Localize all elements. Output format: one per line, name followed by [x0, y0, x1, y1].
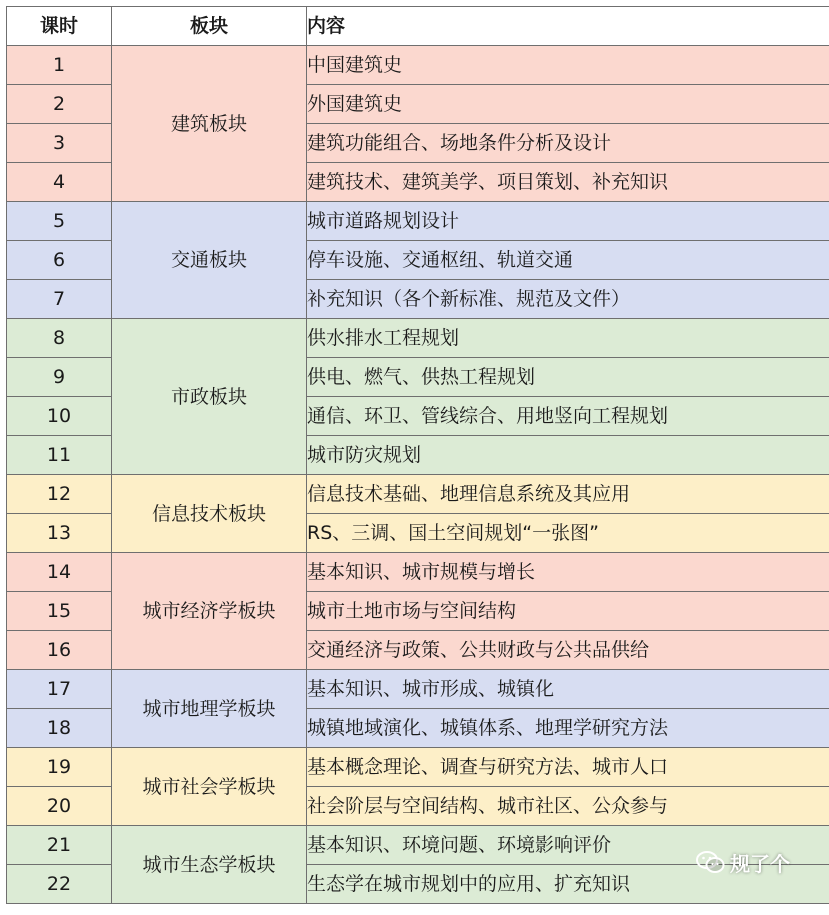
hour-cell: 5	[7, 202, 112, 241]
content-cell: 交通经济与政策、公共财政与公共品供给	[307, 631, 829, 670]
hour-cell: 9	[7, 358, 112, 397]
hour-cell: 3	[7, 124, 112, 163]
hour-cell: 16	[7, 631, 112, 670]
content-cell: 基本知识、城市形成、城镇化	[307, 670, 829, 709]
content-cell: 信息技术基础、地理信息系统及其应用	[307, 475, 829, 514]
header-hour: 课时	[7, 7, 112, 46]
hour-cell: 10	[7, 397, 112, 436]
content-cell: 建筑功能组合、场地条件分析及设计	[307, 124, 829, 163]
hour-cell: 12	[7, 475, 112, 514]
module-cell: 城市地理学板块	[112, 670, 307, 748]
hour-cell: 15	[7, 592, 112, 631]
content-cell: 外国建筑史	[307, 85, 829, 124]
hour-cell: 2	[7, 85, 112, 124]
table-row	[7, 202, 829, 241]
table-row	[7, 46, 829, 85]
table-row	[7, 670, 829, 709]
hour-cell: 22	[7, 865, 112, 904]
header-content: 内容	[307, 7, 829, 46]
hour-cell: 1	[7, 46, 112, 85]
content-cell: 生态学在城市规划中的应用、扩充知识	[307, 865, 829, 904]
content-cell: 城镇地域演化、城镇体系、地理学研究方法	[307, 709, 829, 748]
table-row	[7, 319, 829, 358]
hour-cell: 17	[7, 670, 112, 709]
module-cell: 建筑板块	[112, 46, 307, 202]
hour-cell: 6	[7, 241, 112, 280]
module-cell: 城市社会学板块	[112, 748, 307, 826]
hour-cell: 8	[7, 319, 112, 358]
content-cell: 补充知识（各个新标准、规范及文件）	[307, 280, 829, 319]
table-row	[7, 475, 829, 514]
course-schedule-table	[6, 6, 829, 904]
hour-cell: 21	[7, 826, 112, 865]
module-cell: 城市经济学板块	[112, 553, 307, 670]
watermark	[696, 848, 790, 877]
content-cell: RS、三调、国土空间规划“一张图”	[307, 514, 829, 553]
content-cell: 供电、燃气、供热工程规划	[307, 358, 829, 397]
content-cell: 基本概念理论、调查与研究方法、城市人口	[307, 748, 829, 787]
content-cell: 城市土地市场与空间结构	[307, 592, 829, 631]
table-row	[7, 553, 829, 592]
hour-cell: 14	[7, 553, 112, 592]
content-cell: 城市防灾规划	[307, 436, 829, 475]
table-row	[7, 748, 829, 787]
content-cell: 社会阶层与空间结构、城市社区、公众参与	[307, 787, 829, 826]
hour-cell: 13	[7, 514, 112, 553]
module-cell: 市政板块	[112, 319, 307, 475]
content-cell: 通信、环卫、管线综合、用地竖向工程规划	[307, 397, 829, 436]
content-cell: 基本知识、城市规模与增长	[307, 553, 829, 592]
content-cell: 建筑技术、建筑美学、项目策划、补充知识	[307, 163, 829, 202]
content-cell: 基本知识、环境问题、环境影响评价	[307, 826, 829, 865]
hour-cell: 7	[7, 280, 112, 319]
header-module: 板块	[112, 7, 307, 46]
watermark-text: 规了个	[730, 852, 790, 876]
module-cell: 交通板块	[112, 202, 307, 319]
hour-cell: 19	[7, 748, 112, 787]
hour-cell: 4	[7, 163, 112, 202]
wechat-icon	[696, 850, 726, 876]
hour-cell: 18	[7, 709, 112, 748]
hour-cell: 11	[7, 436, 112, 475]
header-row	[7, 7, 829, 46]
hour-cell: 20	[7, 787, 112, 826]
content-cell: 中国建筑史	[307, 46, 829, 85]
content-cell: 停车设施、交通枢纽、轨道交通	[307, 241, 829, 280]
content-cell: 供水排水工程规划	[307, 319, 829, 358]
content-cell: 城市道路规划设计	[307, 202, 829, 241]
module-cell: 城市生态学板块	[112, 826, 307, 904]
module-cell: 信息技术板块	[112, 475, 307, 553]
